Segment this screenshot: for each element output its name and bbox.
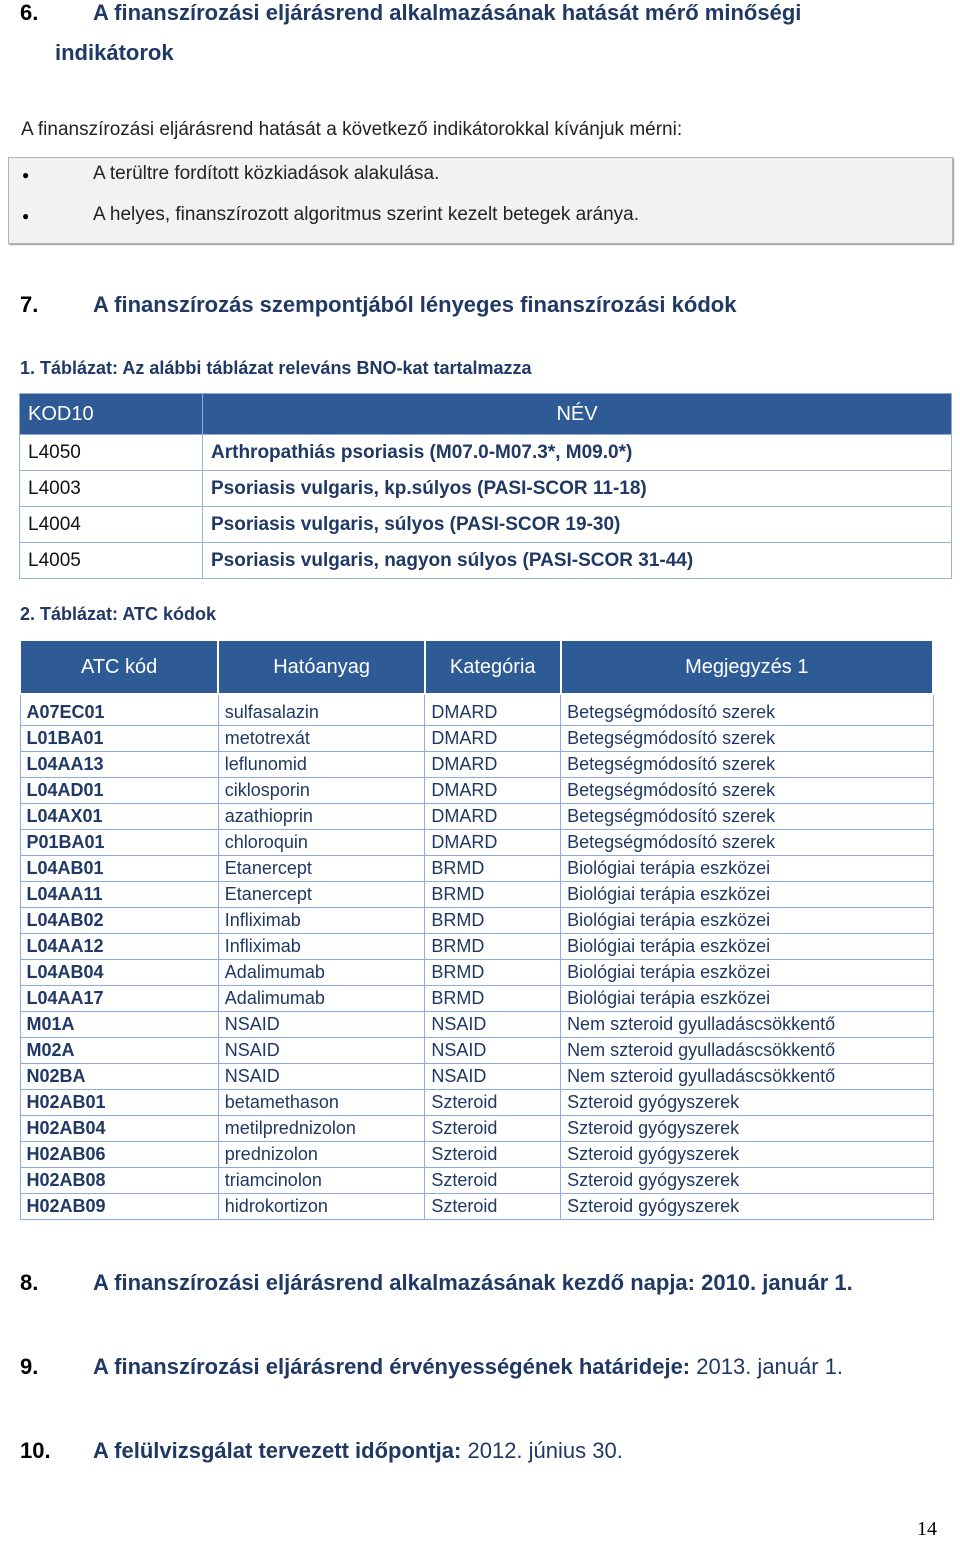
atc-code-cell: P01BA01 xyxy=(20,830,218,856)
table-1-caption: 1. Táblázat: Az alábbi táblázat releváns BNO-kat tartalmazza xyxy=(20,358,532,378)
category-cell: Szteroid xyxy=(425,1194,561,1220)
bno-code-cell: L4003 xyxy=(20,471,203,507)
substance-cell: Infliximab xyxy=(218,908,425,934)
category-cell: NSAID xyxy=(425,1064,561,1090)
section-9-title xyxy=(93,1354,843,1380)
substance-cell: NSAID xyxy=(218,1012,425,1038)
atc-code-cell: L04AA17 xyxy=(20,986,218,1012)
substance-cell: Infliximab xyxy=(218,934,425,960)
table-row xyxy=(20,694,933,726)
category-cell: Szteroid xyxy=(425,1142,561,1168)
category-cell: Szteroid xyxy=(425,1090,561,1116)
column-header-nev: NÉV xyxy=(203,394,952,435)
note-cell: Szteroid gyógyszerek xyxy=(561,1194,933,1220)
substance-cell: Adalimumab xyxy=(218,960,425,986)
substance-cell: NSAID xyxy=(218,1064,425,1090)
column-header-atc-kod: ATC kód xyxy=(20,640,218,694)
atc-code-cell: L04AA12 xyxy=(20,934,218,960)
table-row xyxy=(20,882,933,908)
section-8-title: A finanszírozási eljárásrend alkalmazásának kezdő napja: 2010. január 1. xyxy=(93,1270,853,1295)
table-row xyxy=(20,778,933,804)
section-6-number: 6. xyxy=(20,0,39,25)
atc-code-cell: L04AA11 xyxy=(20,882,218,908)
note-cell: Biológiai terápia eszközei xyxy=(561,882,933,908)
category-cell: BRMD xyxy=(425,908,561,934)
bno-table xyxy=(19,393,952,579)
note-cell: Betegségmódosító szerek xyxy=(561,830,933,856)
substance-cell: betamethason xyxy=(218,1090,425,1116)
atc-code-cell: L01BA01 xyxy=(20,726,218,752)
category-cell: DMARD xyxy=(425,726,561,752)
category-cell: DMARD xyxy=(425,830,561,856)
note-cell: Biológiai terápia eszközei xyxy=(561,908,933,934)
section-7-number: 7. xyxy=(20,292,39,317)
bno-name-cell: Psoriasis vulgaris, kp.súlyos (PASI-SCOR 11-18) xyxy=(203,471,952,507)
substance-cell: triamcinolon xyxy=(218,1168,425,1194)
table-header-row xyxy=(20,640,933,694)
atc-code-cell: L04AB04 xyxy=(20,960,218,986)
note-cell: Biológiai terápia eszközei xyxy=(561,934,933,960)
table-2-caption: 2. Táblázat: ATC kódok xyxy=(20,604,217,624)
indicator-item: A terültre fordított közkiadások alakulása. xyxy=(93,163,440,184)
section-7-title: A finanszírozás szempontjából lényeges finanszírozási kódok xyxy=(93,292,737,317)
atc-code-cell: H02AB06 xyxy=(20,1142,218,1168)
section-10-label: A felülvizsgálat tervezett időpontja: xyxy=(93,1438,462,1463)
note-cell: Szteroid gyógyszerek xyxy=(561,1116,933,1142)
table-row xyxy=(20,1168,933,1194)
category-cell: Szteroid xyxy=(425,1116,561,1142)
table-row xyxy=(20,543,952,579)
section-9-number: 9. xyxy=(20,1354,39,1379)
bno-code-cell: L4005 xyxy=(20,543,203,579)
atc-code-cell: M01A xyxy=(20,1012,218,1038)
atc-code-cell: M02A xyxy=(20,1038,218,1064)
substance-cell: Etanercept xyxy=(218,856,425,882)
section-9-date: 2013. január 1. xyxy=(696,1354,844,1379)
table-row xyxy=(20,1116,933,1142)
note-cell: Biológiai terápia eszközei xyxy=(561,960,933,986)
category-cell: DMARD xyxy=(425,752,561,778)
atc-code-cell: L04AX01 xyxy=(20,804,218,830)
atc-code-cell: L04AB01 xyxy=(20,856,218,882)
substance-cell: prednizolon xyxy=(218,1142,425,1168)
table-row xyxy=(20,1038,933,1064)
note-cell: Betegségmódosító szerek xyxy=(561,694,933,726)
page-number: 14 xyxy=(917,1518,937,1540)
table-row xyxy=(20,752,933,778)
section-6-title-line1: A finanszírozási eljárásrend alkalmazásának hatását mérő minőségi xyxy=(93,0,802,25)
category-cell: Szteroid xyxy=(425,1168,561,1194)
substance-cell: Etanercept xyxy=(218,882,425,908)
note-cell: Betegségmódosító szerek xyxy=(561,726,933,752)
table-row xyxy=(20,830,933,856)
atc-code-cell: H02AB09 xyxy=(20,1194,218,1220)
section-8-number: 8. xyxy=(20,1270,39,1295)
note-cell: Biológiai terápia eszközei xyxy=(561,856,933,882)
table-row xyxy=(20,1012,933,1038)
table-row xyxy=(20,1090,933,1116)
indicators-intro: A finanszírozási eljárásrend hatását a következő indikátorokkal kívánjuk mérni: xyxy=(21,119,683,140)
atc-code-cell: H02AB01 xyxy=(20,1090,218,1116)
atc-code-cell: L04AA13 xyxy=(20,752,218,778)
substance-cell: hidrokortizon xyxy=(218,1194,425,1220)
note-cell: Szteroid gyógyszerek xyxy=(561,1142,933,1168)
substance-cell: leflunomid xyxy=(218,752,425,778)
bullet-icon: ● xyxy=(22,209,30,223)
bno-name-cell: Arthropathiás psoriasis (M07.0-M07.3*, M09.0*) xyxy=(203,435,952,471)
table-row xyxy=(20,471,952,507)
table-row xyxy=(20,507,952,543)
section-6-title-line2: indikátorok xyxy=(55,40,174,65)
section-9-label: A finanszírozási eljárásrend érvényességének határideje: xyxy=(93,1354,691,1379)
column-header-kategoria: Kategória xyxy=(425,640,561,694)
bno-name-cell: Psoriasis vulgaris, súlyos (PASI-SCOR 19-30) xyxy=(203,507,952,543)
substance-cell: sulfasalazin xyxy=(218,694,425,726)
bno-name-cell: Psoriasis vulgaris, nagyon súlyos (PASI-SCOR 31-44) xyxy=(203,543,952,579)
note-cell: Nem szteroid gyulladáscsökkentő xyxy=(561,1064,933,1090)
table-row xyxy=(20,934,933,960)
table-row xyxy=(20,804,933,830)
atc-code-cell: H02AB04 xyxy=(20,1116,218,1142)
category-cell: BRMD xyxy=(425,960,561,986)
bullet-icon: ● xyxy=(22,168,30,182)
table-row xyxy=(20,435,952,471)
category-cell: DMARD xyxy=(425,694,561,726)
substance-cell: azathioprin xyxy=(218,804,425,830)
section-10-title xyxy=(93,1438,623,1464)
note-cell: Biológiai terápia eszközei xyxy=(561,986,933,1012)
substance-cell: Adalimumab xyxy=(218,986,425,1012)
substance-cell: chloroquin xyxy=(218,830,425,856)
atc-code-cell: H02AB08 xyxy=(20,1168,218,1194)
section-10-number: 10. xyxy=(20,1438,51,1463)
substance-cell: metilprednizolon xyxy=(218,1116,425,1142)
category-cell: DMARD xyxy=(425,804,561,830)
table-row xyxy=(20,1064,933,1090)
atc-code-cell: A07EC01 xyxy=(20,694,218,726)
category-cell: BRMD xyxy=(425,934,561,960)
column-header-kod10: KOD10 xyxy=(20,394,203,435)
table-row xyxy=(20,856,933,882)
column-header-hatoanyag: Hatóanyag xyxy=(218,640,425,694)
note-cell: Szteroid gyógyszerek xyxy=(561,1090,933,1116)
substance-cell: NSAID xyxy=(218,1038,425,1064)
category-cell: NSAID xyxy=(425,1038,561,1064)
table-row xyxy=(20,1142,933,1168)
column-header-megjegyzes: Megjegyzés 1 xyxy=(561,640,933,694)
table-row xyxy=(20,960,933,986)
category-cell: BRMD xyxy=(425,882,561,908)
atc-code-cell: L04AD01 xyxy=(20,778,218,804)
bno-code-cell: L4004 xyxy=(20,507,203,543)
category-cell: BRMD xyxy=(425,856,561,882)
note-cell: Betegségmódosító szerek xyxy=(561,752,933,778)
indicator-item: A helyes, finanszírozott algoritmus szerint kezelt betegek aránya. xyxy=(93,204,639,225)
atc-table xyxy=(19,639,934,1220)
substance-cell: metotrexát xyxy=(218,726,425,752)
note-cell: Szteroid gyógyszerek xyxy=(561,1168,933,1194)
section-10-date: 2012. június 30. xyxy=(467,1438,623,1463)
note-cell: Betegségmódosító szerek xyxy=(561,804,933,830)
table-row xyxy=(20,1194,933,1220)
atc-code-cell: L04AB02 xyxy=(20,908,218,934)
table-row xyxy=(20,986,933,1012)
table-row xyxy=(20,908,933,934)
substance-cell: ciklosporin xyxy=(218,778,425,804)
table-row xyxy=(20,726,933,752)
atc-code-cell: N02BA xyxy=(20,1064,218,1090)
note-cell: Betegségmódosító szerek xyxy=(561,778,933,804)
bno-code-cell: L4050 xyxy=(20,435,203,471)
table-header-row xyxy=(20,394,952,435)
note-cell: Nem szteroid gyulladáscsökkentő xyxy=(561,1038,933,1064)
category-cell: NSAID xyxy=(425,1012,561,1038)
category-cell: BRMD xyxy=(425,986,561,1012)
category-cell: DMARD xyxy=(425,778,561,804)
note-cell: Nem szteroid gyulladáscsökkentő xyxy=(561,1012,933,1038)
